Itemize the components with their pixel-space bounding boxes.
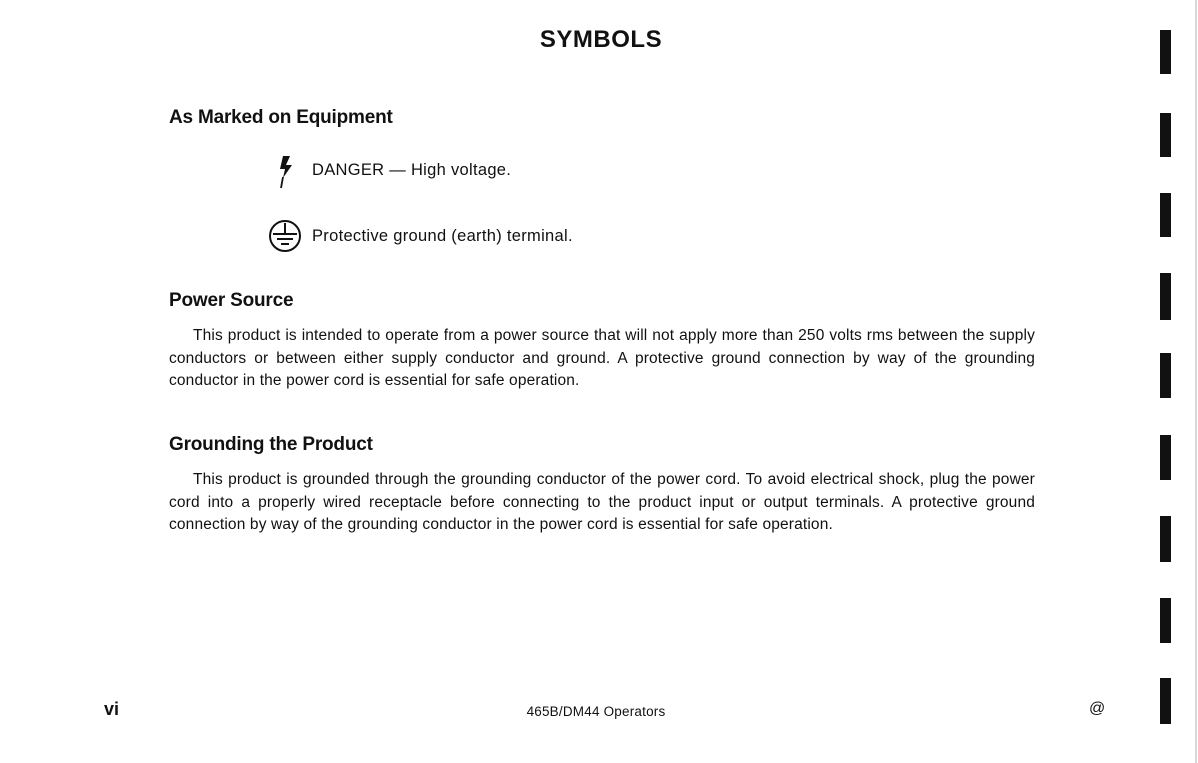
high-voltage-icon	[268, 152, 304, 188]
power-source-paragraph: This product is intended to operate from a power source that will not apply more than 250 volts rms between the supply conductors or between either supply conductor and ground. A protective ground connection by way of the grounding conductor in the power cord is essential for safe operation.	[169, 327, 1035, 389]
page-number: vi	[104, 699, 120, 719]
section-heading-power-source: Power Source	[169, 290, 294, 311]
edge-mark	[1160, 273, 1171, 320]
edge-mark	[1160, 678, 1171, 724]
edge-mark	[1160, 598, 1171, 643]
protective-ground-icon	[268, 218, 304, 254]
edge-mark	[1160, 193, 1171, 237]
grounding-paragraph: This product is grounded through the grounding conductor of the power cord. To avoid electrical shock, plug the power cord into a properly wired receptacle before connecting to the product input or output terminals. A protective ground connection by way of the grounding conductor in the power cord is essential for safe operation.	[169, 471, 1035, 533]
edge-mark	[1160, 435, 1171, 480]
page-title: SYMBOLS	[539, 26, 663, 53]
section-heading-grounding-the-product: Grounding the Product	[169, 434, 373, 455]
footer-mark: @	[1089, 700, 1106, 717]
symbol-row-high-voltage	[268, 150, 511, 190]
symbol-label-high-voltage: DANGER — High voltage.	[312, 160, 512, 179]
manual-title: 465B/DM44 Operators	[526, 704, 666, 719]
symbol-label-protective-ground: Protective ground (earth) terminal.	[312, 226, 573, 245]
edge-mark	[1160, 30, 1171, 74]
section-heading-marked-on-equipment: As Marked on Equipment	[169, 107, 393, 128]
edge-mark	[1160, 113, 1171, 157]
edge-mark	[1160, 353, 1171, 398]
symbol-row-protective-ground	[268, 216, 573, 256]
edge-mark	[1160, 516, 1171, 562]
page-edge-rule	[1195, 0, 1197, 763]
